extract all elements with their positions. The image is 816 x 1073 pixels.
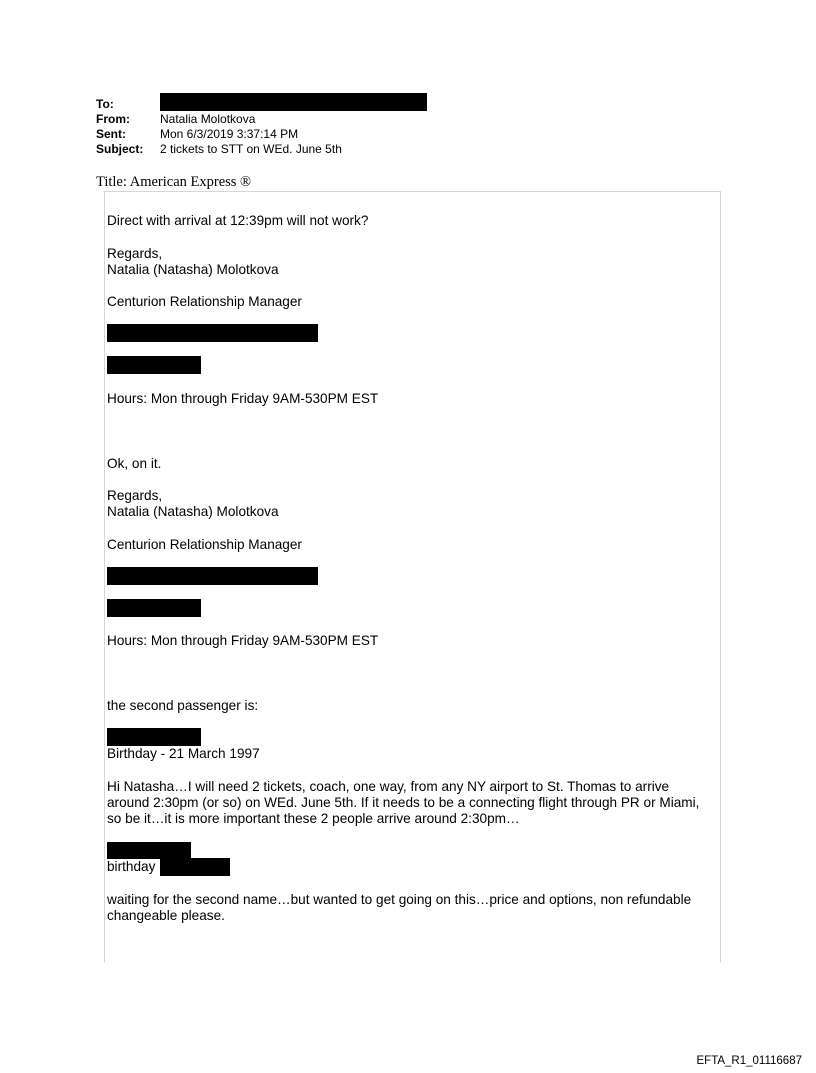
redacted-passenger-name	[107, 728, 201, 746]
to-label: To:	[96, 97, 114, 111]
signature-role-2: Centurion Relationship Manager	[107, 537, 302, 552]
from-value: Natalia Molotkova	[160, 112, 256, 126]
signature-name-2: Natalia (Natasha) Molotkova	[107, 504, 279, 519]
redacted-birthday	[160, 858, 230, 876]
signature-name-1: Natalia (Natasha) Molotkova	[107, 262, 279, 277]
hours-1: Hours: Mon through Friday 9AM-530PM EST	[107, 391, 379, 406]
redacted-to-address	[160, 93, 427, 111]
hours-2: Hours: Mon through Friday 9AM-530PM EST	[107, 633, 379, 648]
from-label: From:	[96, 112, 130, 126]
waiting-line-2: changeable please.	[107, 908, 225, 923]
document-id: EFTA_R1_01116687	[696, 1055, 802, 1067]
ok-line: Ok, on it.	[107, 456, 162, 471]
subject-value: 2 tickets to STT on WEd. June 5th	[160, 142, 342, 156]
request-line-2: around 2:30pm (or so) on WEd. June 5th. If it needs to be a connecting flight through PR or Miami,	[107, 795, 700, 810]
regards-1: Regards,	[107, 246, 163, 261]
waiting-line-1: waiting for the second name…but wanted to get going on this…price and options, non refundable	[107, 892, 692, 907]
birthday-label: birthday	[107, 859, 156, 874]
redacted-block-3	[107, 567, 318, 585]
reply-line-1: Direct with arrival at 12:39pm will not work?	[107, 213, 369, 228]
sent-label: Sent:	[96, 127, 126, 141]
redacted-block-2	[107, 356, 201, 374]
redacted-passenger-name-2	[107, 842, 191, 859]
subject-label: Subject:	[96, 142, 144, 156]
birthday-line: Birthday - 21 March 1997	[107, 746, 260, 761]
second-passenger-line: the second passenger is:	[107, 698, 259, 713]
to-value: ]	[424, 97, 428, 111]
request-line-1: Hi Natasha…I will need 2 tickets, coach, one way, from any NY airport to St. Thomas to arrive	[107, 779, 670, 794]
signature-role-1: Centurion Relationship Manager	[107, 294, 302, 309]
redacted-block-4	[107, 599, 201, 617]
redacted-block-1	[107, 324, 318, 342]
sent-value: Mon 6/3/2019 3:37:14 PM	[160, 127, 299, 141]
regards-2: Regards,	[107, 488, 163, 503]
request-line-3: so be it…it is more important these 2 people arrive around 2:30pm…	[107, 811, 520, 826]
document-title: Title: American Express ®	[96, 174, 252, 190]
